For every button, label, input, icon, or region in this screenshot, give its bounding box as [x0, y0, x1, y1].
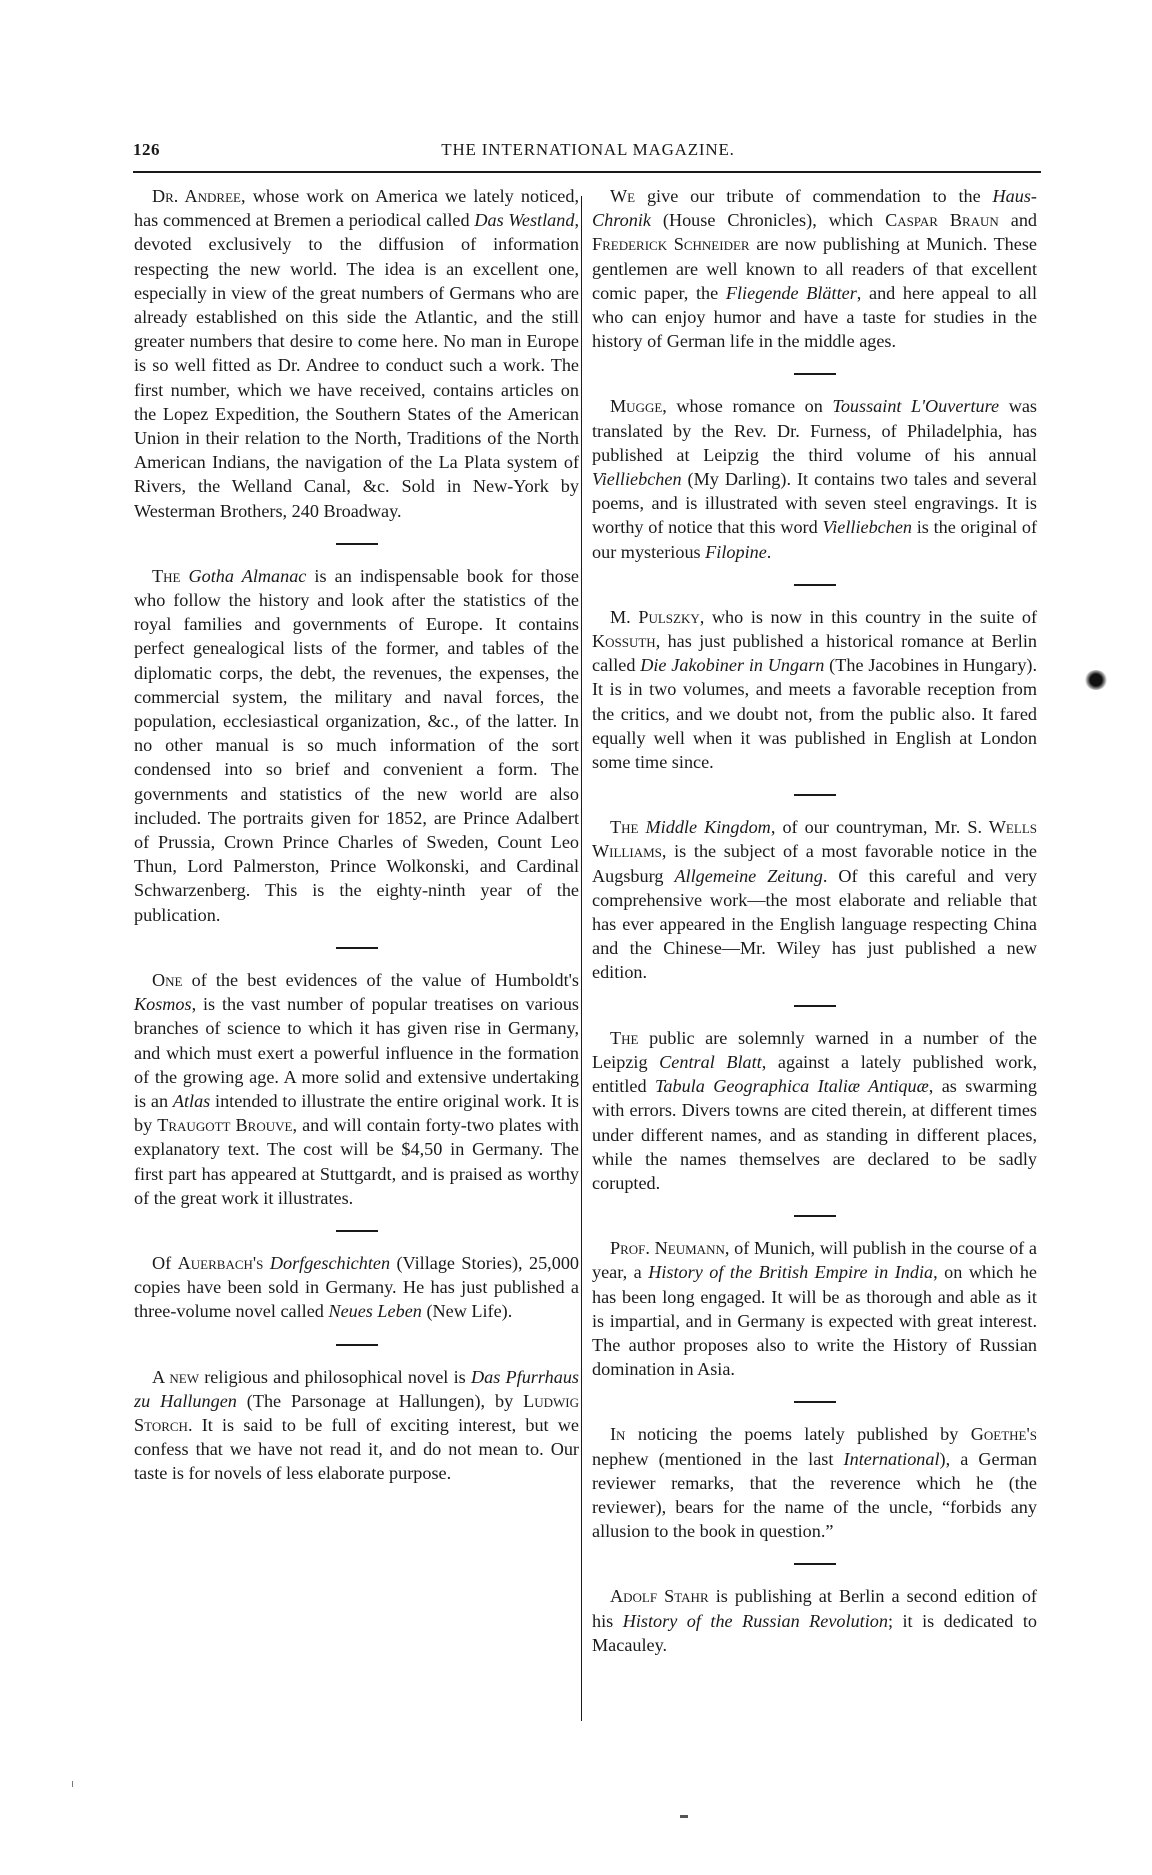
small-caps-name-text: The	[610, 1027, 639, 1048]
article-paragraph	[134, 184, 579, 523]
body-text	[180, 566, 188, 586]
body-text: is an indispensable book for those who follow the history and look after the statistics of the royal families and governments of Europe. It contains perfect genealogical lists of the former, and tables of the diplomatic corps, the debt, the revenues, the expenses, the commercial system, the military and naval forces, the population, ecclesiastical organization, &c., of the latter. In no other manual is so much information of the sort condensed into so brief and convenient a form. The governments and statistics of the new world are also included. The portraits given for 1852, are Prince Adalbert of Prussia, Crown Prince Charles of Sweden, Count Leo Thun, Lord Palmerston, Prince Wolkonski, and Cardinal Schwarzenberg. This is the eighty-ninth year of the publication.	[134, 565, 579, 925]
article-paragraph	[134, 564, 579, 927]
body-text: , of Munich, will publish in the course of a year, a	[592, 1238, 1038, 1283]
small-caps-name-text: The	[610, 817, 639, 838]
body-text: . It is said to be full of exciting interest, but we confess that we have not read it, and do not mean to. Our taste is for novels of less elaborate purpose.	[134, 1414, 579, 1484]
body-text: (The Jacobines in Hungary). It is in two volumes, and meets a favorable reception from the critics, and we doubt not, from the public also. It fared equally well when it was published in English at London some time since.	[592, 655, 1038, 773]
small-caps-name-text: Goethe's	[970, 1424, 1037, 1445]
small-caps-name-text: Adolf Stahr	[610, 1586, 709, 1607]
small-caps-name-text: Auerbach's	[177, 1252, 264, 1273]
article-separator-rule	[336, 1344, 378, 1346]
small-caps-name-text: Kossuth	[592, 631, 656, 652]
italic-title-text: Vielliebchen	[592, 469, 682, 490]
body-text: .	[766, 541, 772, 562]
small-caps-name-text: Frederick Schneider	[592, 234, 750, 255]
body-text: , as swarming with errors. Divers towns are cited therein, at different times under different names, and as standing in different places, while the names themselves are declared to be sadly corupted.	[592, 1076, 1037, 1193]
body-text: ), a German reviewer remarks, that the reverence which he (the reviewer), bears for the name of the uncle, “forbids any allusion to the book in question.”	[592, 1448, 1037, 1542]
body-text: , on which he has been long engaged. It will be as thorough and able as it is impartial, and in Germany is expected with great interest. The author proposes also to write the History of Russian domination in Asia.	[592, 1262, 1037, 1380]
page-number: 126	[133, 140, 160, 159]
italic-title-text: Die Jakobiner in Ungarn	[640, 655, 825, 676]
italic-title-text: History of the Russian Revolution	[622, 1610, 888, 1631]
article-paragraph	[592, 1422, 1037, 1543]
body-text: nephew (mentioned in the last	[592, 1448, 844, 1469]
small-caps-name-text: In	[610, 1424, 626, 1445]
article-paragraph	[592, 815, 1037, 984]
small-caps-name-text: The	[152, 565, 181, 586]
body-text: of the best evidences of the value of Humboldt's	[182, 969, 579, 990]
body-text: are now publishing at Munich. These gentlemen are well known to all readers of that excellent comic paper, the	[592, 234, 1037, 303]
italic-title-text: Haus-Chronik	[592, 186, 1037, 231]
italic-title-text: Central Blatt	[659, 1051, 762, 1072]
article-separator-rule	[794, 373, 836, 375]
body-text: (Village Stories), 25,000 copies have been sold in Germany. He has just published a three-volume novel called	[134, 1252, 580, 1322]
body-text: (House Chronicles), which	[650, 210, 886, 231]
italic-title-text: History of the British Empire in India	[648, 1262, 934, 1283]
article-separator-rule	[336, 1230, 378, 1232]
article-paragraph	[592, 1236, 1037, 1381]
body-text: give our tribute of commendation to the	[635, 186, 993, 206]
article-paragraph	[592, 1026, 1037, 1195]
italic-title-text: Das Westland	[474, 210, 575, 231]
right-column	[592, 184, 1037, 1657]
column-divider	[581, 196, 582, 1721]
body-text: was translated by the Rev. Dr. Furness, of Philadelphia, has published at Leipzig the third volume of his annual	[592, 396, 1037, 465]
body-text: , and will contain forty-two plates with explanatory text. The cost will be $4,50 in Germany. The first part has appeared at Stuttgardt, and is praised as worthy of the great work it illustrates.	[134, 1115, 579, 1208]
italic-title-text: Kosmos	[134, 994, 192, 1015]
article-paragraph	[134, 1365, 579, 1486]
small-caps-name-text: Dr. Andree	[152, 186, 241, 206]
body-text: Of	[152, 1252, 178, 1273]
ink-blot-mark	[1085, 670, 1107, 690]
italic-title-text: Atlas	[172, 1090, 211, 1111]
body-text: ; it is dedicated to Macauley.	[592, 1610, 1037, 1655]
italic-title-text: Middle Kingdom	[645, 817, 771, 838]
article-paragraph	[592, 1584, 1037, 1657]
article-paragraph	[134, 1251, 579, 1324]
italic-title-text: Dorfgeschichten	[269, 1252, 391, 1273]
body-text	[638, 817, 645, 837]
body-text: , who is now in this country in the suite of	[699, 606, 1037, 627]
small-caps-name-text: Caspar Braun	[885, 210, 999, 231]
article-paragraph	[592, 184, 1037, 353]
body-text: is the original of our mysterious	[592, 517, 1038, 562]
left-column	[134, 184, 579, 1486]
italic-title-text: Neues Leben	[328, 1301, 422, 1322]
body-text: (The Parsonage at Hallungen), by	[236, 1390, 524, 1411]
small-caps-name-text: Mugge	[610, 396, 663, 417]
running-title: THE INTERNATIONAL MAGAZINE.	[441, 140, 735, 159]
body-text: , whose romance on	[662, 396, 833, 417]
body-text: noticing the poems lately published by	[625, 1424, 971, 1445]
small-caps-name-text: Traugott Brouve	[157, 1115, 293, 1136]
body-text: , and here appeal to all who can enjoy humor and have a taste for studies in the history of German life in the middle ages.	[592, 282, 1038, 352]
body-text: , is the vast number of popular treatises on various branches of science to which it has given rise in Germany, and which must exert a powerful influence in the formation of the growing age. A more solid and extensive undertaking is an	[134, 994, 579, 1111]
small-caps-name-text: Pulszky	[638, 606, 700, 627]
italic-title-text: Allgemeine Zeitung	[674, 865, 823, 886]
stray-print-mark	[680, 1815, 688, 1818]
article-separator-rule	[336, 947, 378, 949]
body-text: religious and philosophical novel is	[199, 1366, 471, 1387]
article-paragraph	[592, 394, 1037, 563]
italic-title-text: Tabula Geographica Italiæ Antiquæ	[654, 1076, 929, 1097]
body-text: M.	[610, 606, 639, 627]
header-rule	[133, 171, 1041, 173]
italic-title-text: Fliegende Blätter	[725, 282, 857, 303]
body-text: , has just published a historical romance at Berlin called	[592, 631, 1037, 676]
article-separator-rule	[794, 1563, 836, 1565]
italic-title-text: Gotha Almanac	[188, 565, 307, 586]
small-caps-name-text: Ludwig Storch	[134, 1390, 579, 1435]
stray-print-tick	[72, 1781, 73, 1787]
article-paragraph	[134, 968, 579, 1210]
body-text: , is the subject of a most favorable notice in the Augsburg	[592, 841, 1037, 886]
body-text: is publishing at Berlin a second edition of his	[592, 1586, 1037, 1631]
article-separator-rule	[794, 584, 836, 586]
italic-title-text: Das Pfurrhaus zu Hallungen	[134, 1366, 579, 1411]
body-text: and	[998, 210, 1038, 231]
body-text: , of our countryman, Mr.	[770, 817, 968, 838]
italic-title-text: Vielliebchen	[822, 517, 912, 538]
article-separator-rule	[794, 1005, 836, 1007]
body-text: , whose work on America we lately noticed, has commenced at Bremen a periodical called	[134, 186, 580, 231]
body-text: , against a lately published work, entitled	[592, 1051, 1037, 1097]
article-paragraph	[592, 605, 1037, 774]
body-text: public are solemnly warned in a number of the Leipzig	[592, 1027, 1037, 1072]
article-separator-rule	[794, 1215, 836, 1217]
body-text: (My Darling). It contains two tales and several poems, and is illustrated with seven steel engravings. It is worthy of notice that this word	[592, 469, 1037, 538]
small-caps-name-text: new	[169, 1366, 199, 1387]
small-caps-name-text: S. Wells Williams	[592, 817, 1037, 862]
small-caps-name-text: Prof. Neumann	[610, 1238, 725, 1259]
italic-title-text: Filopine	[705, 541, 767, 562]
body-text: A	[152, 1366, 170, 1387]
body-text: intended to illustrate the entire original work. It is by	[134, 1090, 579, 1136]
article-separator-rule	[794, 1401, 836, 1403]
body-text: (New Life).	[421, 1301, 513, 1322]
small-caps-name-text: One	[152, 969, 183, 990]
italic-title-text: Toussaint L'Ouverture	[832, 396, 1000, 417]
body-text: , devoted exclusively to the diffusion of information respecting the new world. The idea is an excellent one, especially in view of the great numbers of Germans who are already established on this side the Atlantic, and the still greater numbers that desire to come here. No man in Europe is so well fitted as Dr. Andree to conduct such a work. The first number, which we have received, contains articles on the Lopez Expedition, the Southern States of the American Union in their relation to the North, Traditions of the North American Indians, the navigation of the La Plata system of Rivers, the Welland Canal, &c. Sold in New-York by Westerman Brothers, 240 Broadway.	[134, 210, 579, 521]
italic-title-text: International	[843, 1448, 940, 1469]
small-caps-name-text: We	[610, 186, 636, 206]
article-separator-rule	[336, 543, 378, 545]
body-text: . Of this careful and very comprehensive work—the most elaborate and reliable that has ever appeared in the English language respecting China and the Chinese—Mr. Wiley has just published a new edition.	[592, 865, 1037, 983]
article-separator-rule	[794, 794, 836, 796]
